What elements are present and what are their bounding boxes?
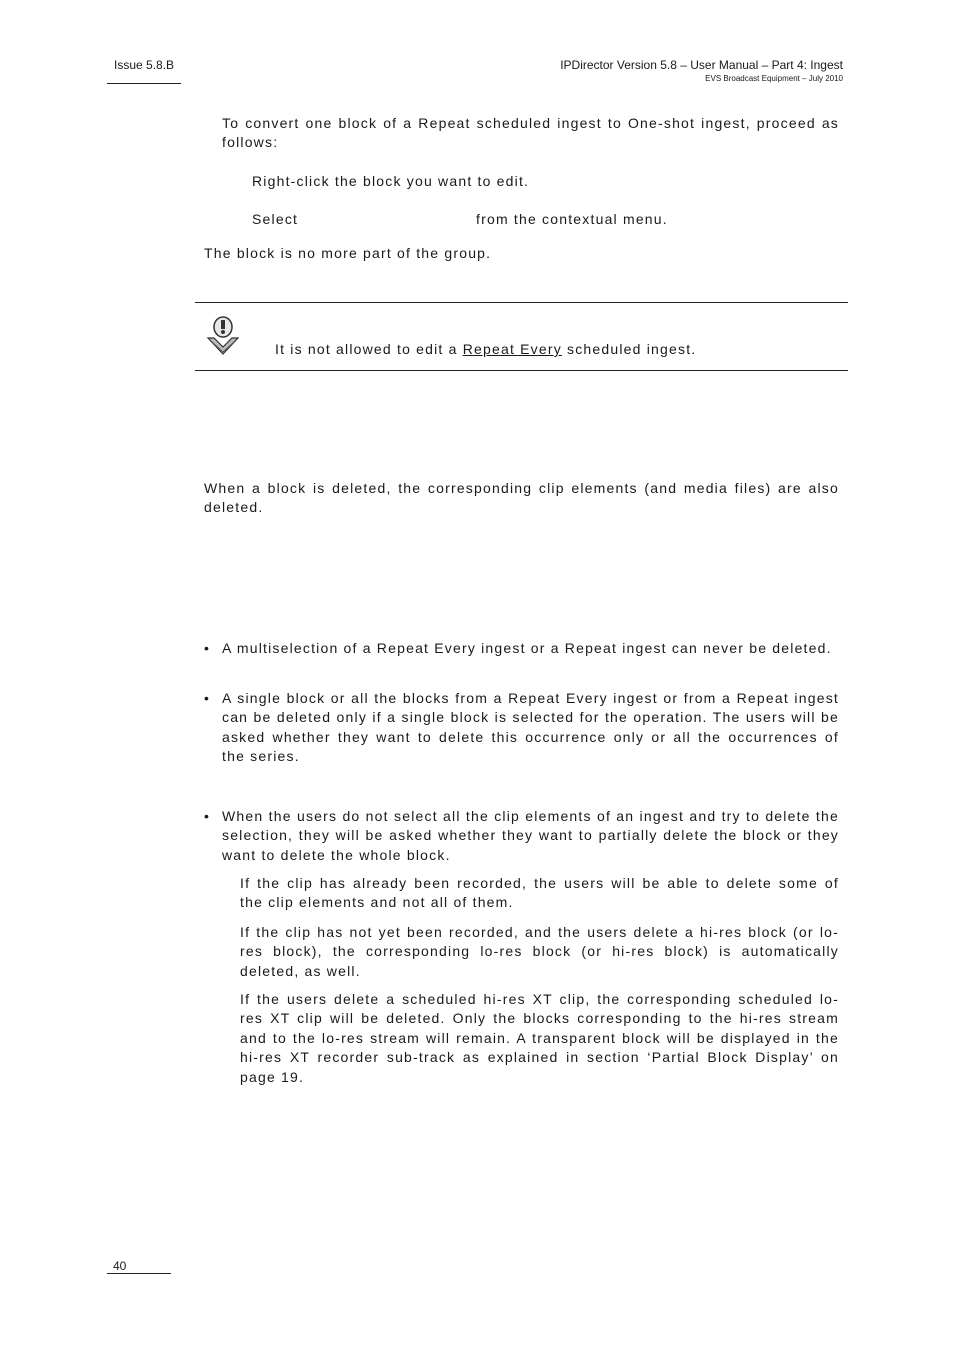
footer-rule [107, 1273, 171, 1274]
repeat-every-link[interactable]: Repeat Every [462, 341, 562, 357]
note-hand-icon [206, 314, 240, 356]
delete-bullet-1: • A multiselection of a Repeat Every ingest or a Repeat ingest can never be deleted. [222, 639, 839, 658]
page-number: 40 [113, 1259, 127, 1273]
convert-step-2-suffix: from the contextual menu. [476, 211, 668, 227]
delete-bullet-3: • When the users do not select all the clip elements of an ingest and try to delete the selection, they will be asked whether they want to partially delete the block or they want to delete the whole block. [204, 808, 839, 863]
bullet-icon: • [204, 808, 211, 824]
convert-step-2-prefix: Select [252, 211, 299, 227]
convert-result: The block is no more part of the group. [204, 245, 492, 261]
manual-title: IPDirector Version 5.8 – User Manual – Part 4: Ingest [560, 58, 843, 72]
publisher-date: EVS Broadcast Equipment – July 2010 [705, 74, 843, 83]
header-rule [107, 83, 181, 84]
note-text-before: It is not allowed to edit a [275, 341, 458, 357]
delete-sub-item-2: If the clip has not yet been recorded, and the users delete a hi-res block (or lo-res block), the corresponding lo-res block (or hi-res block) is automatically deleted, as well. [240, 924, 839, 979]
note-text [275, 341, 696, 357]
note-bottom-rule [195, 370, 848, 371]
bullet-icon: • [204, 640, 211, 656]
note-text-after: scheduled ingest. [567, 341, 697, 357]
delete-sub-item-3: If the users delete a scheduled hi-res XT clip, the corresponding scheduled lo-res XT clip will be deleted. Only the blocks corresponding to the hi-res stream and to the lo-res stream will remain. A transparent block will be displayed in the hi-res XT recorder sub-track as explained in section ‘Partial Block Display’ on page 19. [240, 991, 839, 1085]
issue-label: Issue 5.8.B [114, 58, 175, 72]
note-top-rule [195, 302, 848, 303]
delete-intro: When a block is deleted, the corresponding clip elements (and media files) are also deleted. [204, 480, 839, 516]
delete-bullet-2: • A single block or all the blocks from a Repeat Every ingest or from a Repeat ingest can be deleted only if a single block is selected for the operation. The users will be asked whether they want to delete this occurrence only or all the occurrences of the series. [204, 690, 839, 765]
convert-step-1: Right-click the block you want to edit. [252, 173, 530, 189]
delete-sub-item-1: If the clip has already been recorded, the users will be able to delete some of the clip elements and not all of them. [240, 875, 839, 911]
bullet-icon: • [204, 690, 211, 706]
convert-intro: To convert one block of a Repeat scheduled ingest to One-shot ingest, proceed as follows: [222, 115, 839, 151]
